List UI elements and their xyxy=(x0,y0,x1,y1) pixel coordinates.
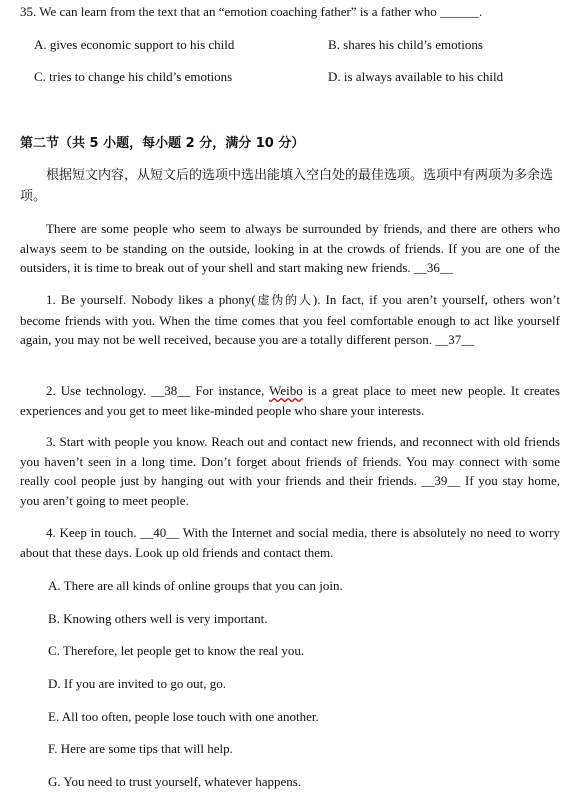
question-35-option-d: D. is always available to his child xyxy=(328,69,504,84)
choice-d: D. If you are invited to go out, go. xyxy=(48,676,226,691)
question-35-option-a: A. gives economic support to his child xyxy=(34,37,235,52)
chinese-gloss: 虚伪的人 xyxy=(255,293,313,307)
paragraph-text: is a great place to meet new people. It creates experiences and you get to meet like-minded people who share your interests. xyxy=(20,383,560,418)
weibo-word: Weibo xyxy=(269,383,303,398)
choice-f: F. Here are some tips that will help. xyxy=(48,741,233,756)
passage-paragraph-intro: There are some people who seem to always be surrounded by friends, and there are others who always seem to be standing on the outside, looking in at the crowds of friends. If you are one of the outsiders, it is time to break out of your shell and start making new friends. __36__ xyxy=(20,221,560,275)
section-title: 第二节（共 5 小题，每小题 2 分，满分 10 分） xyxy=(20,136,305,151)
passage-paragraph-be-yourself xyxy=(20,290,560,350)
question-35-option-b: B. shares his child’s emotions xyxy=(328,37,483,52)
question-35-stem: 35. We can learn from the text that an “emotion coaching father” is a father who ______. xyxy=(20,4,483,19)
choice-b: B. Knowing others well is very important. xyxy=(48,611,268,626)
passage-paragraph-technology xyxy=(20,381,560,420)
passage-paragraph-keep-in-touch: 4. Keep in touch. __40__ With the Internet and social media, there is absolutely no need to worry about that these days. Look up old friends and contact them. xyxy=(20,525,560,560)
paragraph-text: ). In fact, if you aren’t yourself, others won’t become friends with you. When the time comes that you feel comfortable enough to act like yourself again, you may not be well received, because you are a totally different person. __37__ xyxy=(20,292,560,347)
passage-paragraph-people-you-know: 3. Start with people you know. Reach out and contact new friends, and reconnect with old friends you haven’t seen in a long time. Don’t forget about friends of friends. You may connect with some really cool people just by hanging out with your friends and their friends. __39__ If you stay home, you aren’t going to meet people. xyxy=(20,434,560,508)
section-instructions: 根据短文内容，从短文后的选项中选出能填入空白处的最佳选项。选项中有两项为多余选项。 xyxy=(20,168,554,204)
paragraph-text: 1. Be yourself. Nobody likes a phony( xyxy=(46,292,256,307)
choice-c: C. Therefore, let people get to know the real you. xyxy=(48,643,305,658)
choice-e: E. All too often, people lose touch with one another. xyxy=(48,709,319,724)
choice-g: G. You need to trust yourself, whatever happens. xyxy=(48,774,302,789)
paragraph-text: 2. Use technology. __38__ For instance, xyxy=(46,383,270,398)
choice-a: A. There are all kinds of online groups that you can join. xyxy=(48,578,343,593)
question-35-option-c: C. tries to change his child’s emotions xyxy=(34,69,233,84)
